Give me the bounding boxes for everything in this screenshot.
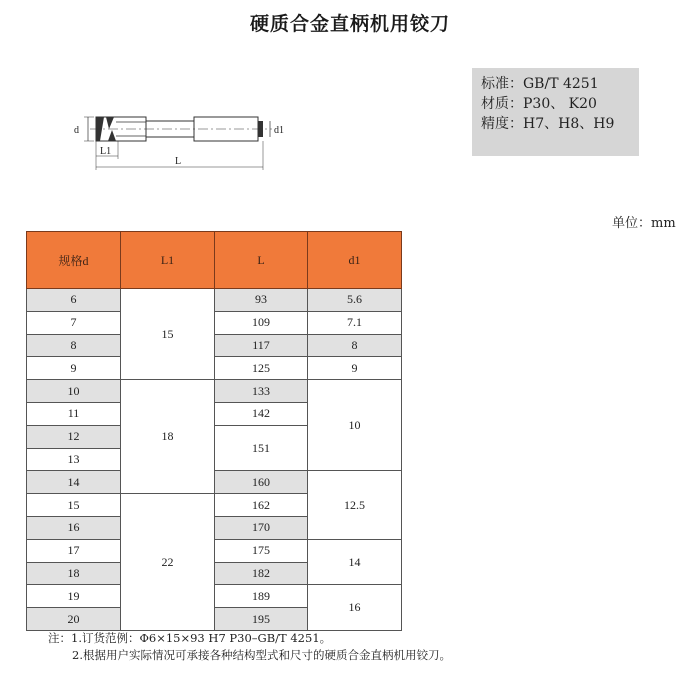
table-row <box>27 471 402 494</box>
cell-L: 142 <box>215 402 308 425</box>
cell-d: 15 <box>27 494 121 517</box>
cell-d: 17 <box>27 539 121 562</box>
cell-d: 14 <box>27 471 121 494</box>
cell-L: 175 <box>215 539 308 562</box>
cell-L: 109 <box>215 311 308 334</box>
cell-d: 18 <box>27 562 121 585</box>
unit-label: 单位：mm <box>612 216 676 231</box>
page-title: 硬质合金直柄机用铰刀 <box>249 13 450 35</box>
cell-d1: 10 <box>308 380 402 471</box>
spec-table <box>26 231 402 631</box>
cell-L1: 18 <box>121 380 215 494</box>
cell-d: 6 <box>27 289 121 312</box>
cell-L: 170 <box>215 516 308 539</box>
cell-L: 189 <box>215 585 308 608</box>
precision-text: 精度：H7、H8、H9 <box>481 116 615 132</box>
cell-L: 160 <box>215 471 308 494</box>
table-row <box>27 334 402 357</box>
cell-L1: 15 <box>121 289 215 380</box>
table-row <box>27 311 402 334</box>
cell-L: 125 <box>215 357 308 380</box>
material-text: 材质：P30、 K20 <box>481 96 597 112</box>
cell-d: 16 <box>27 516 121 539</box>
table-header-row <box>27 232 402 289</box>
cell-d1: 14 <box>308 539 402 585</box>
cell-L: 151 <box>215 425 308 471</box>
standard-text: 标准：GB/T 4251 <box>481 76 599 92</box>
cell-d1: 5.6 <box>308 289 402 312</box>
cell-d1: 9 <box>308 357 402 380</box>
label-d: d <box>74 125 79 136</box>
cell-L: 162 <box>215 494 308 517</box>
table-row <box>27 585 402 608</box>
label-d1: d1 <box>274 125 284 136</box>
cell-d1: 12.5 <box>308 471 402 539</box>
cell-L: 117 <box>215 334 308 357</box>
header-L1: L1 <box>121 232 215 289</box>
note-1: 注：1.订货范例：Φ6×15×93 H7 P30–GB/T 4251。 <box>48 631 332 645</box>
cell-d: 19 <box>27 585 121 608</box>
cell-d1: 16 <box>308 585 402 631</box>
cell-d1: 7.1 <box>308 311 402 334</box>
cell-d: 11 <box>27 402 121 425</box>
cell-d: 10 <box>27 380 121 403</box>
table-row <box>27 539 402 562</box>
cell-d: 7 <box>27 311 121 334</box>
header-d1: d1 <box>308 232 402 289</box>
cell-d: 20 <box>27 608 121 631</box>
cell-L1: 22 <box>121 494 215 631</box>
label-L1: L1 <box>100 146 112 157</box>
cell-d: 13 <box>27 448 121 471</box>
cell-d: 12 <box>27 425 121 448</box>
cell-d: 8 <box>27 334 121 357</box>
cell-d1: 8 <box>308 334 402 357</box>
table-row <box>27 380 402 403</box>
spec-box <box>472 68 639 156</box>
header-d: 规格d <box>27 232 121 289</box>
notes <box>48 630 451 664</box>
reamer-drawing <box>60 100 300 175</box>
note-2: 2.根据用户实际情况可承接各种结构型式和尺寸的硬质合金直柄机用铰刀。 <box>72 648 451 662</box>
cell-L: 133 <box>215 380 308 403</box>
cell-d: 9 <box>27 357 121 380</box>
table-row <box>27 289 402 312</box>
label-L: L <box>175 156 182 167</box>
header-L: L <box>215 232 308 289</box>
table-row <box>27 357 402 380</box>
cell-L: 182 <box>215 562 308 585</box>
cell-L: 93 <box>215 289 308 312</box>
cell-L: 195 <box>215 608 308 631</box>
